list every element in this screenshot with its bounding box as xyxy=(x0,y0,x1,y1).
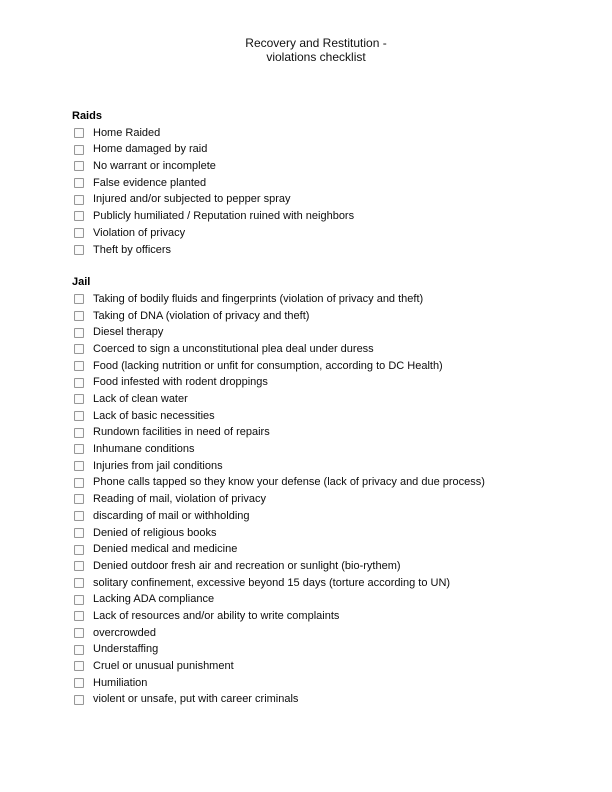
checkbox[interactable] xyxy=(74,528,84,538)
checklist-item xyxy=(72,491,572,508)
checklist-item xyxy=(72,408,572,425)
section-items xyxy=(72,291,572,708)
checkbox[interactable] xyxy=(74,661,84,671)
checkbox[interactable] xyxy=(74,195,84,205)
document-title-line2: violations checklist xyxy=(266,50,366,64)
checklist-item-label: Coerced to sign a unconstitutional plea deal under duress xyxy=(93,342,374,355)
checklist-item-label: Injured and/or subjected to pepper spray xyxy=(93,193,291,206)
checklist-item xyxy=(72,208,572,225)
checklist-item xyxy=(72,424,572,441)
checkbox[interactable] xyxy=(74,444,84,454)
checklist-item-label: Lack of basic necessities xyxy=(93,409,215,422)
section-items xyxy=(72,125,572,259)
checklist-item-label: discarding of mail or withholding xyxy=(93,509,250,522)
checkbox[interactable] xyxy=(74,344,84,354)
checkbox[interactable] xyxy=(74,695,84,705)
checklist-item-label: Taking of bodily fluids and fingerprints (violation of privacy and theft) xyxy=(93,292,424,305)
checklist-item xyxy=(72,141,572,158)
checklist-item-label: Taking of DNA (violation of privacy and theft) xyxy=(93,309,310,322)
document-title xyxy=(0,36,612,64)
checklist-item xyxy=(72,525,572,542)
checkbox[interactable] xyxy=(74,545,84,555)
checklist-item-label: Theft by officers xyxy=(93,243,172,256)
checkbox[interactable] xyxy=(74,628,84,638)
checkbox[interactable] xyxy=(74,178,84,188)
checklist-item-label: Understaffing xyxy=(93,643,159,656)
checklist-item-label: Inhumane conditions xyxy=(93,443,195,456)
checklist-item xyxy=(72,175,572,192)
checklist-item-label: Denied medical and medicine xyxy=(93,543,238,556)
checklist-item-label: violent or unsafe, put with career criminals xyxy=(93,693,299,706)
checkbox[interactable] xyxy=(74,595,84,605)
checklist-item xyxy=(72,341,572,358)
checklist-item-label: Publicly humiliated / Reputation ruined with neighbors xyxy=(93,210,355,223)
checkbox[interactable] xyxy=(74,411,84,421)
checkbox[interactable] xyxy=(74,245,84,255)
checklist-item xyxy=(72,541,572,558)
checklist-item xyxy=(72,625,572,642)
checkbox[interactable] xyxy=(74,561,84,571)
checklist-item-label: Rundown facilities in need of repairs xyxy=(93,426,270,439)
checklist-item-label: No warrant or incomplete xyxy=(93,160,216,173)
checklist-item xyxy=(72,474,572,491)
checkbox[interactable] xyxy=(74,494,84,504)
checklist-item xyxy=(72,158,572,175)
checklist-item-label: Denied outdoor fresh air and recreation or sunlight (bio-rythem) xyxy=(93,559,401,572)
checkbox[interactable] xyxy=(74,511,84,521)
section-heading: Jail xyxy=(72,276,91,289)
checklist-item xyxy=(72,441,572,458)
checklist-item xyxy=(72,291,572,308)
checkbox[interactable] xyxy=(74,211,84,221)
checklist-item xyxy=(72,391,572,408)
checklist-item-label: overcrowded xyxy=(93,626,156,639)
checklist-item xyxy=(72,358,572,375)
checklist-item xyxy=(72,191,572,208)
checkbox[interactable] xyxy=(74,394,84,404)
checklist-item xyxy=(72,558,572,575)
checklist-item-label: Humiliation xyxy=(93,676,148,689)
checklist xyxy=(72,108,572,708)
checklist-item-label: Phone calls tapped so they know your defense (lack of privacy and due process) xyxy=(93,476,485,489)
checklist-item xyxy=(72,641,572,658)
checklist-item-label: Home Raided xyxy=(93,126,161,139)
checkbox[interactable] xyxy=(74,294,84,304)
checklist-item-label: Reading of mail, violation of privacy xyxy=(93,493,267,506)
checklist-item-label: Lacking ADA compliance xyxy=(93,593,215,606)
checkbox[interactable] xyxy=(74,378,84,388)
checkbox[interactable] xyxy=(74,328,84,338)
checklist-item-label: Denied of religious books xyxy=(93,526,217,539)
checklist-item xyxy=(72,458,572,475)
checkbox[interactable] xyxy=(74,611,84,621)
checkbox[interactable] xyxy=(74,145,84,155)
checklist-item-label: Injuries from jail conditions xyxy=(93,459,223,472)
checklist-item xyxy=(72,508,572,525)
checklist-item-label: Food (lacking nutrition or unfit for consumption, according to DC Health) xyxy=(93,359,443,372)
checklist-item xyxy=(72,591,572,608)
checklist-item-label: solitary confinement, excessive beyond 15 days (torture according to UN) xyxy=(93,576,451,589)
checklist-item-label: Lack of clean water xyxy=(93,393,188,405)
checklist-item-label: Violation of privacy xyxy=(93,226,186,239)
checklist-section-raids xyxy=(72,108,572,258)
checklist-item xyxy=(72,324,572,341)
checkbox[interactable] xyxy=(74,645,84,655)
checkbox[interactable] xyxy=(74,478,84,488)
checkbox[interactable] xyxy=(74,461,84,471)
checklist-item xyxy=(72,308,572,325)
checkbox[interactable] xyxy=(74,161,84,171)
section-heading: Raids xyxy=(72,110,102,122)
checklist-item xyxy=(72,691,572,708)
checklist-section-jail xyxy=(72,274,572,708)
checkbox[interactable] xyxy=(74,361,84,371)
checklist-item-label: Cruel or unusual punishment xyxy=(93,660,234,672)
checkbox[interactable] xyxy=(74,428,84,438)
checkbox[interactable] xyxy=(74,228,84,238)
checklist-item xyxy=(72,575,572,592)
checklist-item xyxy=(72,658,572,675)
checklist-item-label: Diesel therapy xyxy=(93,326,164,339)
document-title-line1: Recovery and Restitution - xyxy=(245,36,387,50)
checklist-item xyxy=(72,225,572,242)
checklist-item xyxy=(72,675,572,692)
checkbox[interactable] xyxy=(74,128,84,138)
checklist-item xyxy=(72,608,572,625)
checklist-item-label: Home damaged by raid xyxy=(93,143,208,156)
checklist-item-label: False evidence planted xyxy=(93,176,207,189)
checklist-item-label: Food infested with rodent droppings xyxy=(93,376,268,389)
checklist-item-label: Lack of resources and/or ability to write complaints xyxy=(93,609,340,622)
checkbox[interactable] xyxy=(74,678,84,688)
checklist-item xyxy=(72,125,572,142)
checkbox[interactable] xyxy=(74,578,84,588)
checklist-item xyxy=(72,242,572,259)
checklist-item xyxy=(72,374,572,391)
checkbox[interactable] xyxy=(74,311,84,321)
